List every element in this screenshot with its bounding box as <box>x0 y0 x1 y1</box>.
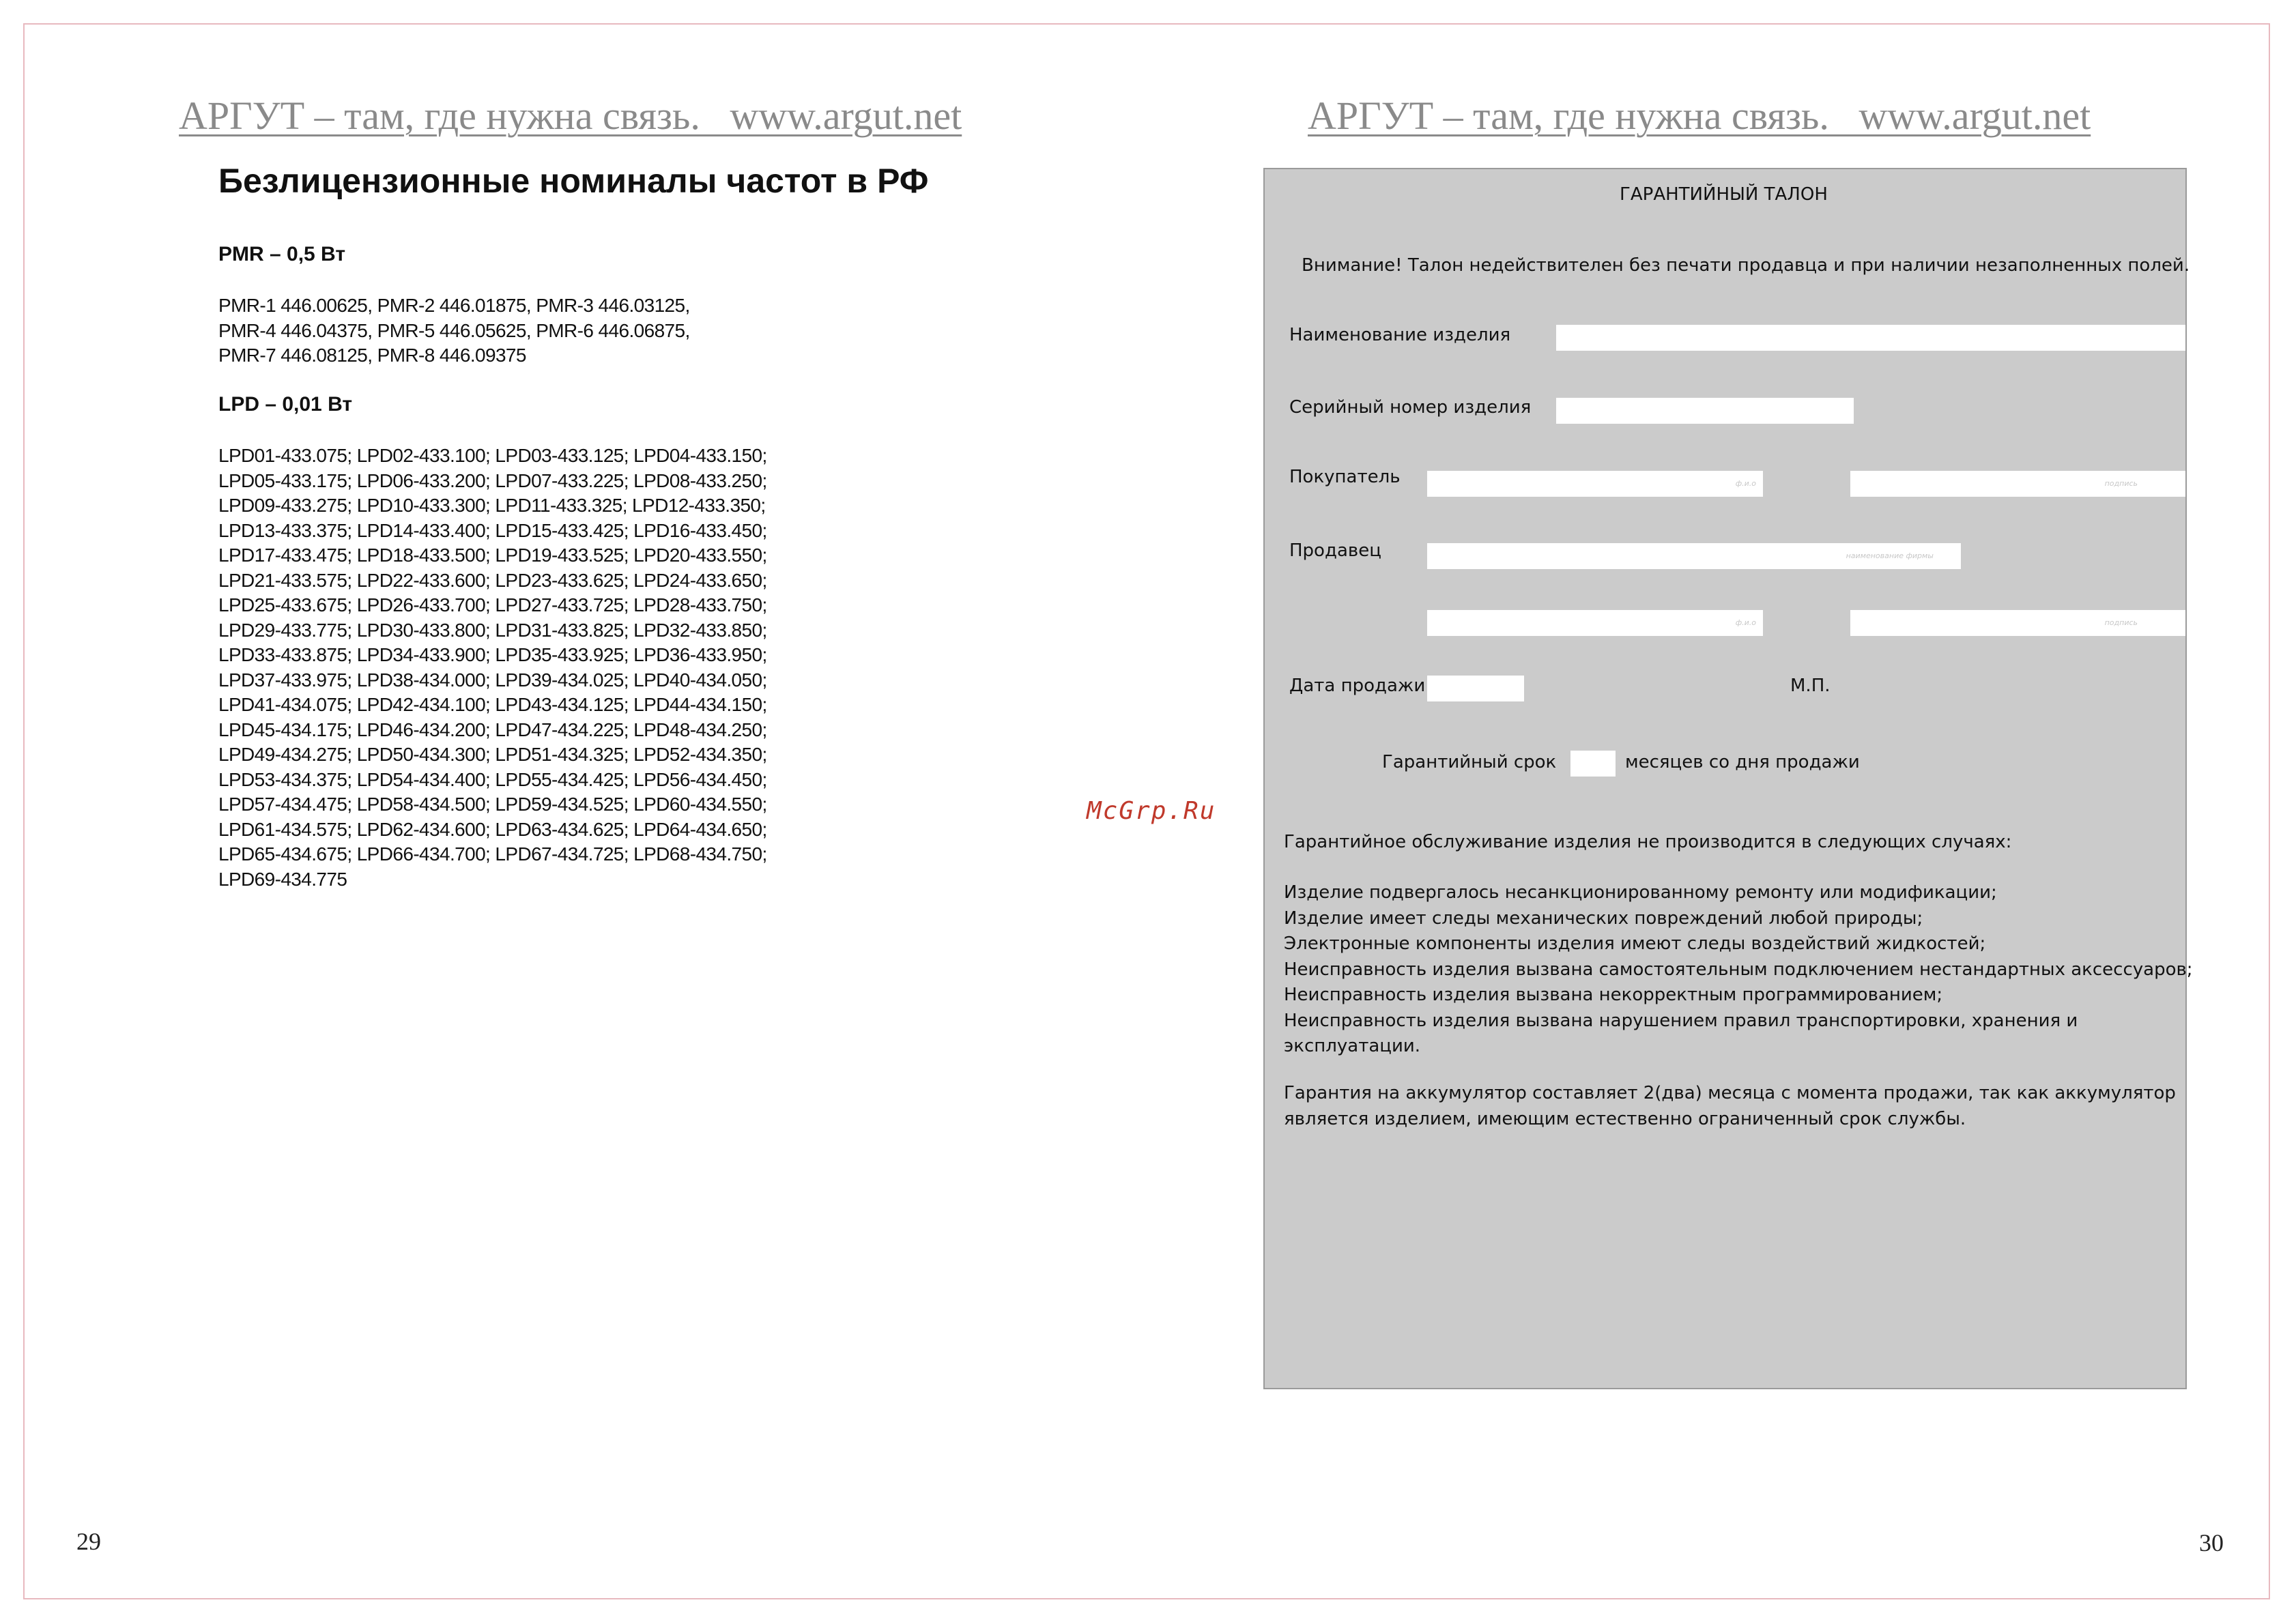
condition-item: Неисправность изделия вызвана нарушением правил транспортировки, хранения и <box>1284 1010 2078 1031</box>
signature-hint: подпись <box>2104 618 2138 627</box>
lpd-line: LPD49-434.275; LPD50-434.300; LPD51-434.325; LPD52-434.350; <box>218 744 767 765</box>
sale-date-field[interactable] <box>1427 676 1524 701</box>
condition-item: Электронные компоненты изделия имеют следы воздействий жидкостей; <box>1284 933 1986 954</box>
battery-note-line: является изделием, имеющим естественно ограниченный срок службы. <box>1284 1108 1966 1129</box>
seller-signature-field[interactable] <box>1850 610 2185 636</box>
right-header-link[interactable]: АРГУТ – там, где нужна связь. www.argut.net <box>1308 93 2091 138</box>
conditions-intro: Гарантийное обслуживание изделия не производится в следующих случаях: <box>1284 832 2012 852</box>
fio-hint: ф.и.о <box>1735 618 1756 627</box>
pmr-list <box>218 293 833 368</box>
lpd-line: LPD25-433.675; LPD26-433.700; LPD27-433.725; LPD28-433.750; <box>218 594 767 615</box>
watermark: McGrp.Ru <box>1087 797 1216 825</box>
buyer-label: Покупатель <box>1289 467 1401 487</box>
card-title: ГАРАНТИЙНЫЙ ТАЛОН <box>1620 184 1828 205</box>
battery-note-line: Гарантия на аккумулятор составляет 2(два) месяца с момента продажи, так как аккумулятор <box>1284 1083 2176 1103</box>
lpd-line: LPD61-434.575; LPD62-434.600; LPD63-434.625; LPD64-434.650; <box>218 818 767 840</box>
pmr-line: PMR-1 446.00625, PMR-2 446.01875, PMR-3 446.03125, <box>218 295 690 316</box>
pmr-line: PMR-4 446.04375, PMR-5 446.05625, PMR-6 446.06875, <box>218 319 690 341</box>
conditions-list <box>1284 880 2193 1060</box>
lpd-line: LPD09-433.275; LPD10-433.300; LPD11-433.325; LPD12-433.350; <box>218 495 766 516</box>
warranty-period-label: Гарантийный срок <box>1382 752 1557 772</box>
condition-item: Неисправность изделия вызвана самостоятельным подключением нестандартных аксессуаров; <box>1284 959 2193 980</box>
lpd-line: LPD17-433.475; LPD18-433.500; LPD19-433.525; LPD20-433.550; <box>218 545 767 566</box>
pmr-heading: PMR – 0,5 Вт <box>218 243 346 265</box>
seller-name-field[interactable] <box>1427 610 1763 636</box>
lpd-line: LPD69-434.775 <box>218 868 347 890</box>
condition-item: Изделие имеет следы механических повреждений любой природы; <box>1284 908 1923 929</box>
lpd-line: LPD05-433.175; LPD06-433.200; LPD07-433.225; LPD08-433.250; <box>218 469 767 491</box>
product-name-field[interactable] <box>1556 325 2185 351</box>
lpd-line: LPD37-433.975; LPD38-434.000; LPD39-434.025; LPD40-434.050; <box>218 669 767 691</box>
warranty-months-field[interactable] <box>1570 751 1616 777</box>
serial-label: Серийный номер изделия <box>1289 397 1532 418</box>
lpd-line: LPD13-433.375; LPD14-433.400; LPD15-433.425; LPD16-433.450; <box>218 519 767 541</box>
lpd-line: LPD21-433.575; LPD22-433.600; LPD23-433.625; LPD24-433.650; <box>218 569 767 591</box>
lpd-line: LPD01-433.075; LPD02-433.100; LPD03-433.125; LPD04-433.150; <box>218 445 767 466</box>
seller-label: Продавец <box>1289 540 1381 561</box>
warranty-card <box>1263 168 2193 1389</box>
sale-date-label: Дата продажи <box>1289 676 1426 696</box>
seller-company-field[interactable] <box>1427 543 1961 569</box>
serial-field[interactable] <box>1556 398 1854 424</box>
lpd-line: LPD57-434.475; LPD58-434.500; LPD59-434.525; LPD60-434.550; <box>218 794 767 815</box>
lpd-line: LPD45-434.175; LPD46-434.200; LPD47-434.225; LPD48-434.250; <box>218 719 767 740</box>
pmr-line: PMR-7 446.08125, PMR-8 446.09375 <box>218 345 526 366</box>
product-name-label: Наименование изделия <box>1289 325 1511 345</box>
lpd-line: LPD29-433.775; LPD30-433.800; LPD31-433.825; LPD32-433.850; <box>218 619 767 641</box>
lpd-line: LPD33-433.875; LPD34-433.900; LPD35-433.925; LPD36-433.950; <box>218 644 767 665</box>
signature-hint: подпись <box>2104 479 2138 488</box>
stamp-label: М.П. <box>1790 676 1831 696</box>
company-hint: наименование фирмы <box>1846 551 1934 560</box>
fio-hint: ф.и.о <box>1735 479 1756 488</box>
page-number-right: 30 <box>2199 1529 2224 1556</box>
left-header-link[interactable]: АРГУТ – там, где нужна связь. www.argut.net <box>179 93 962 138</box>
months-label: месяцев со дня продажи <box>1625 752 1860 772</box>
lpd-line: LPD53-434.375; LPD54-434.400; LPD55-434.425; LPD56-434.450; <box>218 768 767 790</box>
condition-item: Неисправность изделия вызвана некорректным программированием; <box>1284 985 1943 1005</box>
lpd-list <box>218 444 833 892</box>
card-warning: Внимание! Талон недействителен без печати продавца и при наличии незаполненных полей. <box>1302 255 2190 276</box>
condition-item: эксплуатации. <box>1284 1036 1421 1056</box>
buyer-signature-field[interactable] <box>1850 471 2185 497</box>
frequencies-title: Безлицензионные номиналы частот в РФ <box>218 162 929 200</box>
battery-note <box>1284 1081 2176 1132</box>
lpd-line: LPD65-434.675; LPD66-434.700; LPD67-434.725; LPD68-434.750; <box>218 843 767 865</box>
page-number-left: 29 <box>76 1528 101 1555</box>
buyer-name-field[interactable] <box>1427 471 1763 497</box>
lpd-line: LPD41-434.075; LPD42-434.100; LPD43-434.125; LPD44-434.150; <box>218 694 767 715</box>
condition-item: Изделие подвергалось несанкционированному ремонту или модификации; <box>1284 882 1997 903</box>
lpd-heading: LPD – 0,01 Вт <box>218 393 353 416</box>
